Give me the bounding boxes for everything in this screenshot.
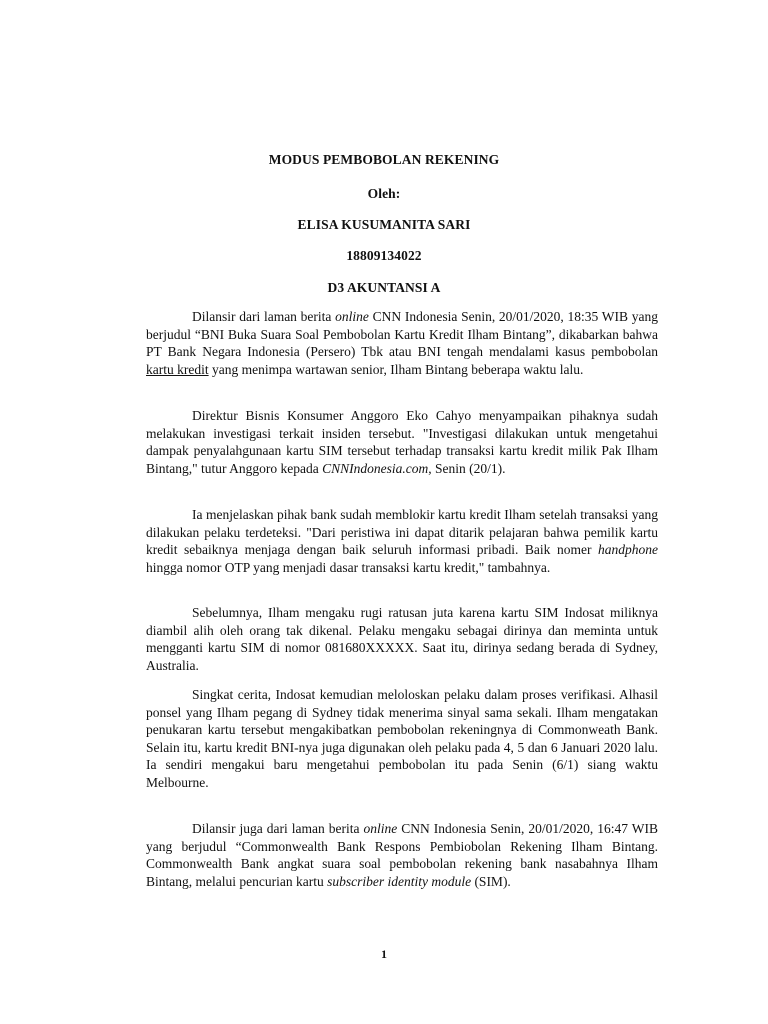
credit-card-link[interactable]: kartu kredit xyxy=(146,361,209,377)
article-body-6 xyxy=(146,820,658,890)
page-number: 1 xyxy=(381,947,387,961)
student-id: 18809134022 xyxy=(346,248,422,263)
document-title: MODUS PEMBOBOLAN REKENING xyxy=(268,152,500,167)
article-body xyxy=(146,308,658,378)
article-body-2 xyxy=(146,407,658,477)
class-name: D3 AKUNTANSI A xyxy=(327,280,441,295)
paragraph-4: Sebelumnya, Ilham mengaku rugi ratusan juta karena kartu SIM Indosat miliknya diambil alih oleh orang tak dikenal. Pelaku mengaku sebagai dirinya dan meminta untuk mengganti kartu SIM di nomor 081680XXXXX. Saat itu, dirinya sedang berada di Sydney, Australia. xyxy=(146,605,658,673)
article-body-4 xyxy=(146,604,658,674)
author-name: ELISA KUSUMANITA SARI xyxy=(297,217,471,232)
paragraph-3: Ia menjelaskan pihak bank sudah memblokir kartu kredit Ilham setelah transaksi yang dilakukan pelaku terdeteksi. "Dari peristiwa ini dapat ditarik pelajaran bahwa pemilik kartu kredit sebaiknya menjaga dengan baik seluruh informasi pribadi. Baik nomer handphone hingga nomor OTP yang menjadi dasar transaksi kartu kredit," tambahnya. xyxy=(146,507,658,575)
paragraph-2: Direktur Bisnis Konsumer Anggoro Eko Cahyo menyampaikan pihaknya sudah melakukan investigasi terkait insiden tersebut. "Investigasi dilakukan untuk mengetahui dampak penyalahgunaan kartu SIM tersebut terhadap transaksi kartu kredit milik Pak Ilham Bintang," tutur Anggoro kepada CNNIndonesia.com, Senin (20/1). xyxy=(146,408,658,476)
by-label: Oleh: xyxy=(367,186,401,201)
article-body-3 xyxy=(146,506,658,576)
paragraph-1: Dilansir dari laman berita online CNN Indonesia Senin, 20/01/2020, 18:35 WIB yang berjudul “BNI Buka Suara Soal Pembobolan Kartu Kredit Ilham Bintang”, dikabarkan bahwa PT Bank Negara Indonesia (Persero) Tbk atau BNI tengah mendalami kasus pembobolan kartu kredit yang menimpa wartawan senior, Ilham Bintang beberapa waktu lalu. xyxy=(146,309,659,377)
paragraph-6: Dilansir juga dari laman berita online CNN Indonesia Senin, 20/01/2020, 16:47 WIB yang berjudul “Commonwealth Bank Respons Pembiobolan Rekening Ilham Bintang. Commonwealth Bank angkat suara soal pembobolan rekening bank nasabahnya Ilham Bintang, melalui pencurian kartu subscriber identity module (SIM). xyxy=(146,821,658,889)
article-body-5 xyxy=(146,686,658,791)
paragraph-5: Singkat cerita, Indosat kemudian meloloskan pelaku dalam proses verifikasi. Alhasil ponsel yang Ilham pegang di Sydney tidak menerima sinyal sama sekali. Ilham mengatakan penukaran kartu tersebut mengakibatkan pembobolan rekeningnya di Commonweath Bank. Selain itu, kartu kredit BNI-nya juga digunakan oleh pelaku pada 4, 5 dan 6 Januari 2020 lalu. Ia sendiri mengakui baru mengetahui pembobolan itu pada Senin (6/1) siang waktu Melbourne. xyxy=(146,687,658,790)
